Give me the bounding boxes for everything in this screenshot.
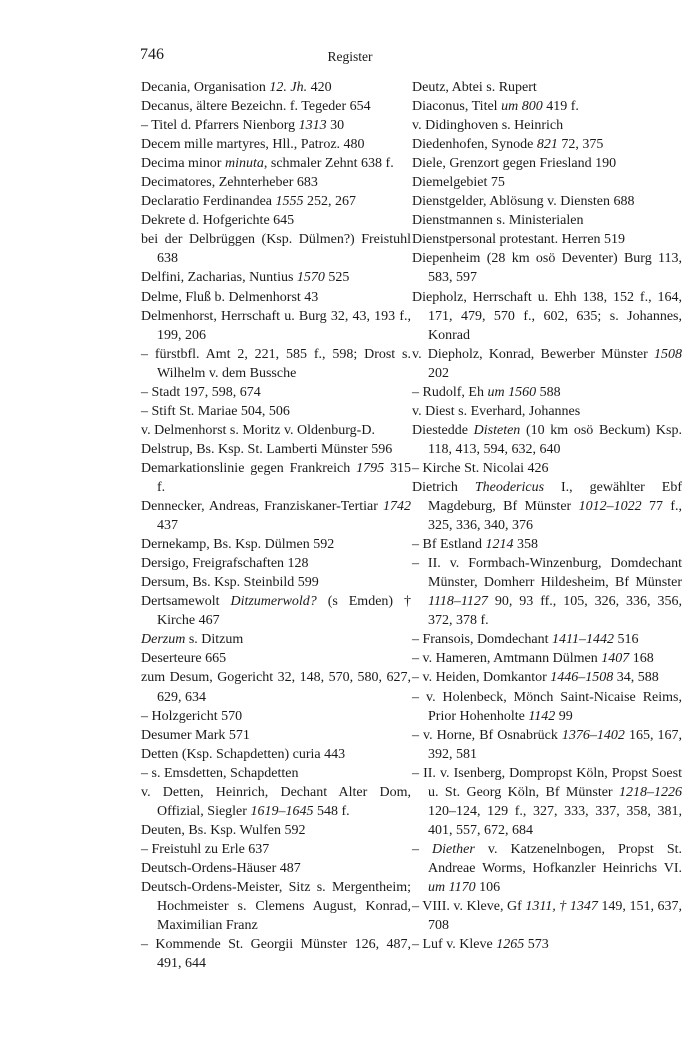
- index-entry: – Stadt 197, 598, 674: [141, 384, 261, 400]
- index-entry: Dienstmannen s. Ministerialen: [412, 213, 584, 229]
- index-entry: – Holzgericht 570: [141, 708, 243, 724]
- index-entry: – Kirche St. Nicolai 426: [412, 460, 549, 476]
- index-entry: Diepenheim (28 km osö Deventer) Burg 113, 583, 597: [412, 251, 682, 286]
- index-entry: – Luf v. Kleve 1265 573: [412, 937, 549, 953]
- index-entry: Diaconus, Titel um 800 419 f.: [412, 99, 579, 115]
- index-entry: Diestedde Disteten (10 km osö Beckum) Ksp. 118, 413, 594, 632, 640: [412, 422, 682, 457]
- index-entry: – Fransois, Domdechant 1411–1442 516: [412, 632, 639, 648]
- index-entry: – Bf Estland 1214 358: [412, 537, 538, 553]
- index-entry: v. Diepholz, Konrad, Bewerber Münster 1508 202: [412, 346, 682, 381]
- index-entry: bei der Delbrüggen (Ksp. Dülmen?) Freistuhl 638: [141, 232, 411, 267]
- index-entry: – v. Holenbeck, Mönch Saint-Nicaise Reims, Prior Hohenholte 1142 99: [412, 689, 682, 724]
- index-entry: Dienstpersonal protestant. Herren 519: [412, 232, 626, 248]
- index-entry: – Stift St. Mariae 504, 506: [141, 403, 290, 419]
- index-column-left: [141, 78, 411, 973]
- index-entry: Diele, Grenzort gegen Friesland 190: [412, 156, 617, 172]
- index-entry: – Freistuhl zu Erle 637: [141, 841, 270, 857]
- index-entry: Delmenhorst, Herrschaft u. Burg 32, 43, 193 f., 199, 206: [141, 308, 411, 343]
- index-entry: Dernekamp, Bs. Ksp. Dülmen 592: [141, 537, 335, 553]
- index-entry: Decimatores, Zehnterheber 683: [141, 175, 318, 191]
- index-entry: Dersum, Bs. Ksp. Steinbild 599: [141, 575, 319, 591]
- page-number: 746: [140, 46, 164, 63]
- index-entry: Diemelgebiet 75: [412, 175, 505, 191]
- index-entry: Delfini, Zacharias, Nuntius 1570 525: [141, 270, 350, 286]
- index-entry: – II. v. Isenberg, Dompropst Köln, Propst Soest u. St. Georg Köln, Bf Münster 1218–1226 120–124, 129 f., 327, 333, 337, 358, 381, 401, 557, 672, 684: [412, 765, 682, 838]
- index-entry: v. Delmenhorst s. Moritz v. Oldenburg-D.: [141, 422, 375, 438]
- index-entry: Derzum s. Ditzum: [141, 632, 244, 648]
- index-entry: Dekrete d. Hofgerichte 645: [141, 213, 295, 229]
- index-entry: – v. Heiden, Domkantor 1446–1508 34, 588: [412, 670, 659, 686]
- index-entry: Dersigo, Freigrafschaften 128: [141, 556, 309, 572]
- index-entry: Deutsch-Ordens-Häuser 487: [141, 860, 301, 876]
- index-entry: Desumer Mark 571: [141, 727, 250, 743]
- index-entry: – v. Hameren, Amtmann Dülmen 1407 168: [412, 651, 654, 667]
- index-entry: – VIII. v. Kleve, Gf 1311, † 1347 149, 151, 637, 708: [412, 899, 682, 934]
- running-head: Register: [327, 49, 373, 64]
- index-entry: – Diether v. Katzenelnbogen, Propst St. Andreae Worms, Hofkanzler Heinrichs VI. um 1170 106: [412, 841, 682, 895]
- index-entry: v. Detten, Heinrich, Dechant Alter Dom, Offizial, Siegler 1619–1645 548 f.: [141, 784, 411, 819]
- index-entry: Deuten, Bs. Ksp. Wulfen 592: [141, 822, 306, 838]
- index-entry: Dienstgelder, Ablösung v. Diensten 688: [412, 194, 635, 210]
- index-entry: Decania, Organisation 12. Jh. 420: [141, 80, 332, 95]
- index-entry: Delme, Fluß b. Delmenhorst 43: [141, 289, 319, 305]
- index-entry: Decanus, ältere Bezeichn. f. Tegeder 654: [141, 99, 371, 115]
- index-entry: Decem mille martyres, Hll., Patroz. 480: [141, 137, 365, 153]
- index-entry: v. Diest s. Everhard, Johannes: [412, 403, 581, 419]
- index-entry: Diepholz, Herrschaft u. Ehh 138, 152 f., 164, 171, 479, 570 f., 602, 635; s. Johannes, Konrad: [412, 289, 682, 343]
- index-entry: Deserteure 665: [141, 651, 227, 667]
- index-entry: Deutz, Abtei s. Rupert: [412, 80, 537, 95]
- index-entry: Delstrup, Bs. Ksp. St. Lamberti Münster 596: [141, 441, 393, 457]
- index-entry: Declaratio Ferdinandea 1555 252, 267: [141, 194, 356, 210]
- index-entry: Decima minor minuta, schmaler Zehnt 638 f.: [141, 156, 394, 172]
- index-entry: – Titel d. Pfarrers Nienborg 1313 30: [141, 118, 345, 134]
- index-entry: – v. Horne, Bf Osnabrück 1376–1402 165, 167, 392, 581: [412, 727, 682, 762]
- index-entry: zum Desum, Gogericht 32, 148, 570, 580, 627, 629, 634: [141, 670, 411, 705]
- index-entry: Dertsamewolt Ditzumerwold? (s Emden) † Kirche 467: [141, 594, 411, 629]
- index-entry: v. Didinghoven s. Heinrich: [412, 118, 564, 134]
- index-entry: Demarkationslinie gegen Frankreich 1795 315 f.: [141, 460, 412, 495]
- index-entry: – II. v. Formbach-Winzenburg, Domdechant Münster, Domherr Hildesheim, Bf Münster 1118–1127 90, 93 ff., 105, 326, 336, 356, 372, 378 f.: [412, 556, 682, 629]
- index-entry: – Rudolf, Eh um 1560 588: [412, 384, 561, 400]
- index-entry: Dennecker, Andreas, Franziskaner-Tertiar 1742 437: [141, 499, 411, 534]
- index-entry: Deutsch-Ordens-Meister, Sitz s. Mergentheim; Hochmeister s. Clemens August, Konrad, Maximilian Franz: [141, 879, 411, 934]
- index-entry: Detten (Ksp. Schapdetten) curia 443: [141, 746, 346, 762]
- index-entry: Dietrich Theodericus I., gewählter Ebf Magdeburg, Bf Münster 1012–1022 77 f., 325, 336, 340, 376: [412, 479, 682, 534]
- index-entry: – s. Emsdetten, Schapdetten: [141, 765, 299, 781]
- index-column-right: [412, 78, 682, 954]
- index-entry: – fürstbfl. Amt 2, 221, 585 f., 598; Drost s. Wilhelm v. dem Bussche: [141, 346, 411, 381]
- index-entry: Diedenhofen, Synode 821 72, 375: [412, 137, 604, 153]
- index-entry: – Kommende St. Georgii Münster 126, 487, 491, 644: [141, 937, 411, 972]
